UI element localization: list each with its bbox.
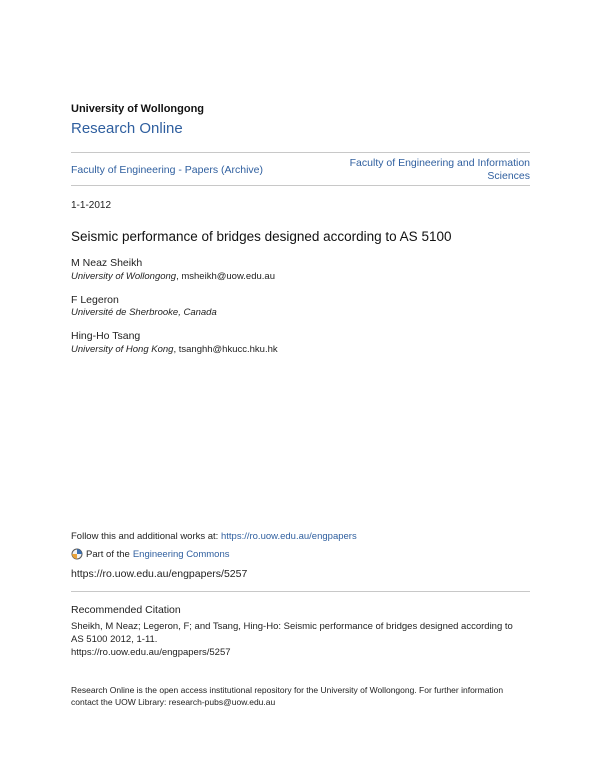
follow-link[interactable]: https://ro.uow.edu.au/engpapers — [220, 531, 357, 542]
follow-line — [71, 531, 357, 542]
author-affiliation: University of Hong Kong — [71, 344, 174, 355]
header-top-rule — [71, 152, 530, 153]
paper-title: Seismic performance of bridges designed according to AS 5100 — [71, 229, 452, 244]
header-bottom-rule — [71, 185, 530, 186]
author-affiliation-line: University of Wollongong, msheikh@uow.edu.au — [71, 271, 275, 282]
repository-link[interactable]: Research Online — [71, 120, 183, 137]
author-affiliation: Université de Sherbrooke, Canada — [71, 307, 217, 318]
publication-date: 1-1-2012 — [71, 200, 112, 211]
citation-heading: Recommended Citation — [71, 604, 181, 616]
collection-link-faculty[interactable] — [350, 157, 530, 183]
author-affiliation: University of Wollongong — [71, 271, 177, 282]
collection-link-faculty-line2: Sciences — [487, 170, 530, 182]
author-affiliation-line: University of Hong Kong, tsanghh@hkucc.hku.hk — [71, 344, 278, 355]
citation-body — [71, 620, 536, 659]
commons-icon — [71, 548, 83, 560]
author-name: M Neaz Sheikh — [71, 257, 143, 269]
author-name: Hing-Ho Tsang — [71, 330, 141, 342]
institution-name: University of Wollongong — [71, 103, 205, 115]
commons-prefix: Part of the — [86, 548, 130, 560]
collection-link-faculty-line1: Faculty of Engineering and Information — [349, 157, 530, 169]
engineering-commons-link[interactable]: Engineering Commons — [132, 548, 230, 560]
citation-url[interactable]: https://ro.uow.edu.au/engpapers/5257 — [71, 647, 231, 658]
collection-link-papers-archive[interactable]: Faculty of Engineering - Papers (Archive) — [71, 164, 263, 176]
citation-line: Sheikh, M Neaz; Legeron, F; and Tsang, Hing-Ho: Seismic performance of bridges designed according to — [71, 621, 513, 632]
author-email[interactable]: msheikh@uow.edu.au — [181, 271, 275, 282]
commons-line — [71, 548, 229, 560]
citation-line: AS 5100 2012, 1-11. — [71, 634, 158, 645]
follow-text: Follow this and additional works at: — [71, 531, 221, 542]
footer-note — [71, 684, 541, 708]
author-name: F Legeron — [71, 294, 119, 306]
footer-line: contact the UOW Library: research-pubs@uow.edu.au — [71, 697, 276, 707]
footer-line: Research Online is the open access institutional repository for the University of Wollongong. For further information — [71, 685, 504, 695]
author-email[interactable]: tsanghh@hkucc.hku.hk — [178, 344, 278, 355]
record-url[interactable]: https://ro.uow.edu.au/engpapers/5257 — [71, 568, 248, 580]
citation-top-rule — [71, 591, 530, 592]
